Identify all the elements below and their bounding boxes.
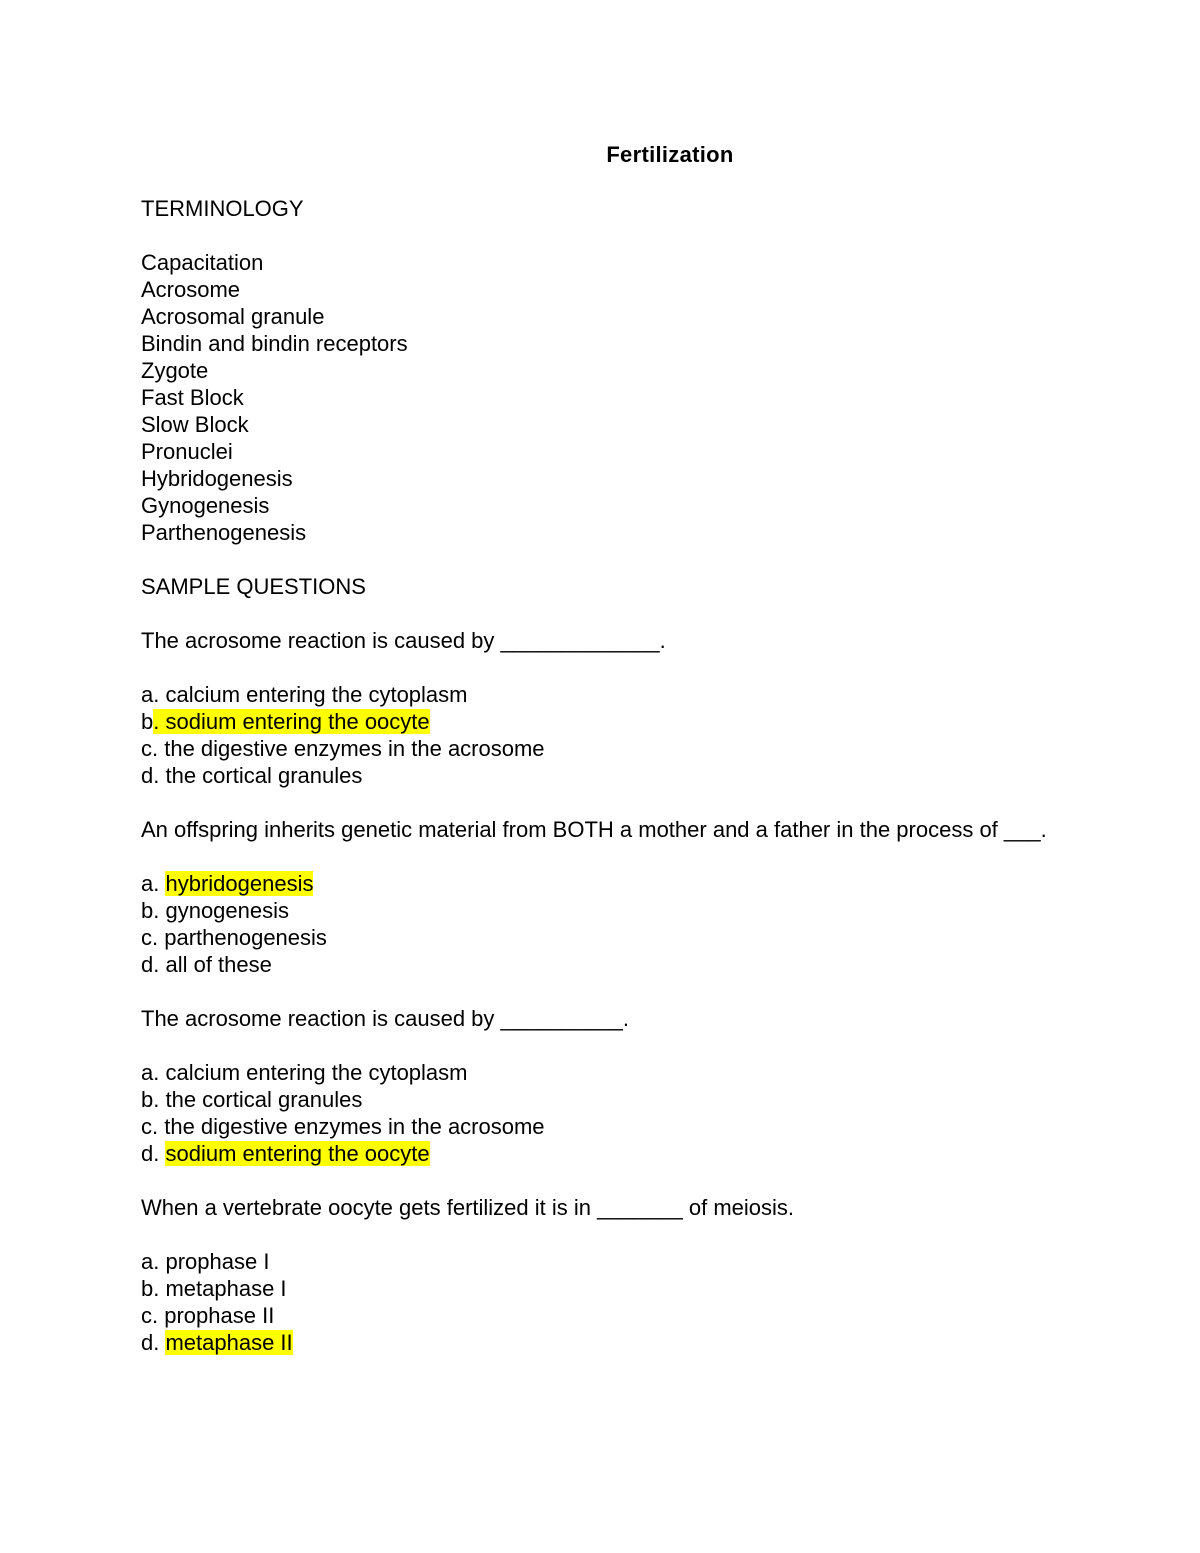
answer-option [141, 1329, 1071, 1356]
document-title: Fertilization [606, 142, 734, 167]
option-prefix: a. [141, 1249, 166, 1274]
answer-option [141, 681, 1071, 708]
spacer [141, 546, 1071, 573]
option-prefix: d. [141, 763, 166, 788]
question-text: When a vertebrate oocyte gets fertilized it is in _______ of meiosis. [141, 1195, 795, 1220]
answer-option [141, 951, 1071, 978]
option-text: the digestive enzymes in the acrosome [164, 736, 545, 761]
term-item: Pronuclei [141, 439, 233, 464]
highlighted-answer: . sodium entering the oocyte [153, 709, 430, 734]
option-prefix: a. [141, 871, 166, 896]
term-item: Gynogenesis [141, 493, 270, 518]
option-text: parthenogenesis [164, 925, 327, 950]
term-item: Hybridogenesis [141, 466, 293, 491]
spacer [141, 1221, 1071, 1248]
spacer [141, 1167, 1071, 1194]
option-prefix: d. [141, 1141, 166, 1166]
question-text: An offspring inherits genetic material from BOTH a mother and a father in the process of ___. [141, 817, 1047, 842]
answer-option [141, 897, 1071, 924]
option-text: the digestive enzymes in the acrosome [164, 1114, 545, 1139]
spacer [141, 789, 1071, 816]
option-prefix: c. [141, 1303, 165, 1328]
spacer [141, 654, 1071, 681]
answer-option [141, 1059, 1071, 1086]
term-item: Acrosomal granule [141, 304, 325, 329]
term-item: Zygote [141, 358, 209, 383]
spacer [141, 1032, 1071, 1059]
spacer [141, 978, 1071, 1005]
option-prefix: d. [141, 952, 166, 977]
option-prefix: a. [141, 682, 166, 707]
answer-option [141, 735, 1071, 762]
answer-option [141, 1140, 1071, 1167]
option-text: gynogenesis [165, 898, 290, 923]
spacer [141, 222, 1071, 249]
term-item: Bindin and bindin receptors [141, 331, 408, 356]
sample-questions-heading: SAMPLE QUESTIONS [141, 574, 366, 599]
answer-option [141, 1275, 1071, 1302]
highlighted-answer: metaphase II [165, 1330, 293, 1355]
term-item: Fast Block [141, 385, 244, 410]
term-item: Parthenogenesis [141, 520, 307, 545]
highlighted-answer: sodium entering the oocyte [165, 1141, 430, 1166]
term-item: Acrosome [141, 277, 241, 302]
spacer [141, 843, 1071, 870]
question-text: The acrosome reaction is caused by __________. [141, 1006, 629, 1031]
term-item: Slow Block [141, 412, 249, 437]
option-prefix: c. [141, 736, 165, 761]
option-text: all of these [165, 952, 272, 977]
option-text: the cortical granules [165, 1087, 363, 1112]
option-prefix: b [141, 709, 154, 734]
option-prefix: b. [141, 898, 166, 923]
option-prefix: b. [141, 1087, 166, 1112]
option-text: calcium entering the cytoplasm [165, 1060, 468, 1085]
answer-option [141, 1302, 1071, 1329]
option-text: the cortical granules [165, 763, 363, 788]
answer-option [141, 870, 1071, 897]
question-text: The acrosome reaction is caused by _____________. [141, 628, 666, 653]
term-item: Capacitation [141, 250, 264, 275]
option-prefix: d. [141, 1330, 166, 1355]
option-text: calcium entering the cytoplasm [165, 682, 468, 707]
option-prefix: c. [141, 1114, 165, 1139]
answer-option [141, 708, 1071, 735]
option-prefix: c. [141, 925, 165, 950]
option-prefix: a. [141, 1060, 166, 1085]
option-text: prophase II [164, 1303, 275, 1328]
option-text: metaphase I [165, 1276, 287, 1301]
terminology-heading: TERMINOLOGY [141, 196, 304, 221]
highlighted-answer: hybridogenesis [165, 871, 314, 896]
answer-option [141, 1248, 1071, 1275]
answer-option [141, 1113, 1071, 1140]
document-body [141, 195, 1071, 1356]
spacer [141, 600, 1071, 627]
answer-option [141, 762, 1071, 789]
option-text: prophase I [165, 1249, 270, 1274]
answer-option [141, 1086, 1071, 1113]
answer-option [141, 924, 1071, 951]
option-prefix: b. [141, 1276, 166, 1301]
